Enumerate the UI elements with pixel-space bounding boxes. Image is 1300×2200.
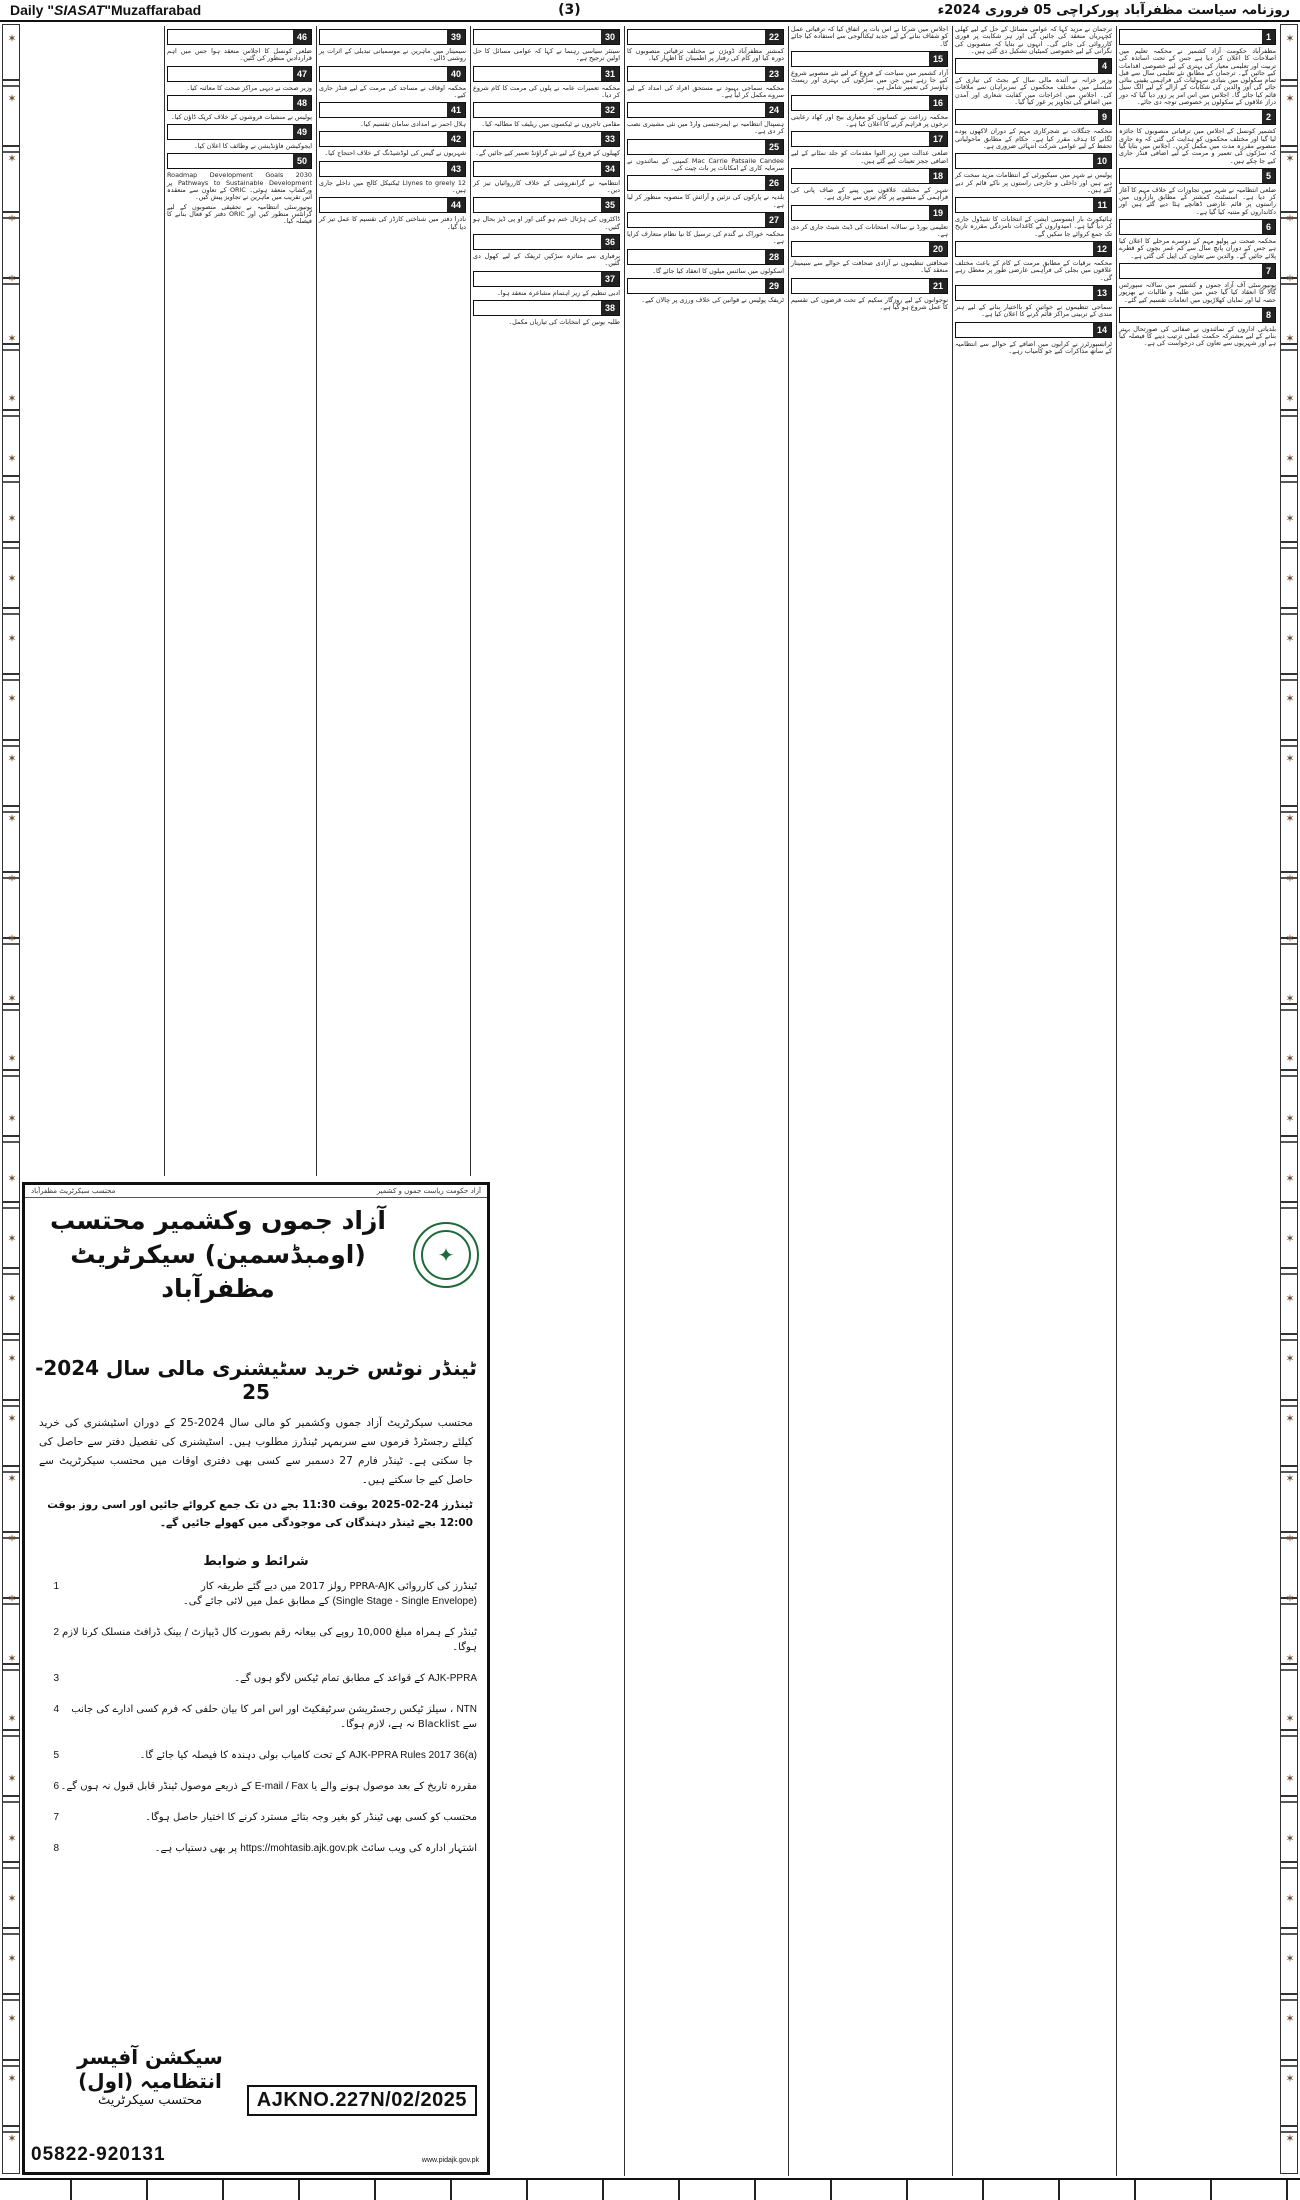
star-ornament-icon: ✶ xyxy=(7,1952,17,1965)
ad-subtitle: ٹینڈر نوٹس خرید سٹیشنری مالی سال 2024-25 xyxy=(35,1356,477,1404)
star-ornament-icon: ✶ xyxy=(1285,1412,1295,1425)
star-ornament-icon: ✶ xyxy=(7,2132,17,2145)
news-item-text: ٹرانسپورٹرز نے کرایوں میں اضافے کے حوالے سے انتظامیہ کے ساتھ مذاکرات کیے جو کامیاب رہے۔ xyxy=(955,339,1112,355)
condition-post: کے تحت کامیاب بولی دہندہ کا فیصلہ کیا جائے گا۔ xyxy=(139,1750,346,1761)
news-item-header xyxy=(1119,29,1276,45)
news-item-text: سینئر سیاسی رہنما نے کہا کہ عوامی مسائل کا حل اولین ترجیح ہے۔ xyxy=(473,47,620,63)
news-item-text: محکمہ صحت نے پولیو مہم کے دوسرے مرحلے کا اعلان کیا ہے جس کے دوران پانچ سال سے کم عمر بچوں کو قطرے پلائے جائیں گے۔ والدین سے تعاون کی اپیل کی گئی ہے۔ xyxy=(1119,237,1276,260)
news-item-text: صحافتی تنظیموں نے آزادی صحافت کے حوالے سے سیمینار منعقد کیا۔ xyxy=(791,259,948,275)
condition-pre: مقررہ تاریخ کے بعد موصول ہونے والے یا xyxy=(311,1781,477,1792)
news-item-number: 16 xyxy=(929,96,947,110)
news-item-text: شہریوں نے گیس کی لوڈشیڈنگ کے خلاف احتجاج کیا۔ xyxy=(324,149,466,158)
news-item-number: 17 xyxy=(929,132,947,146)
news-item-text: محکمہ برقیات کے مطابق مرمت کے کام کے باعث مختلف علاقوں میں بجلی کی فراہمی عارضی طور پر معطل رہے گی۔ xyxy=(955,259,1112,282)
news-item-header xyxy=(473,234,620,250)
condition-number: 5 xyxy=(53,1750,59,1761)
ad-title: آزاد جموں وکشمیر محتسب (اومبڈسمین) سیکرٹریٹ مظفرآباد xyxy=(50,1206,386,1303)
star-ornament-icon: ✶ xyxy=(7,512,17,525)
left-ornament-strip xyxy=(2,24,20,2174)
news-item-header xyxy=(473,66,620,82)
news-item-text: ادبی تنظیم کے زیر اہتمام مشاعرہ منعقد ہوا۔ xyxy=(496,288,620,297)
news-item-header xyxy=(791,168,948,184)
star-ornament-icon: ✶ xyxy=(7,1712,17,1725)
news-item-header xyxy=(627,249,784,265)
star-ornament-icon: ✶ xyxy=(1285,452,1295,465)
star-ornament-icon: ✶ xyxy=(1285,332,1295,345)
news-item-text: ترجمان نے مزید کہا کہ عوامی مسائل کے حل کے لیے کھلی کچہریاں منعقد کی جائیں گی اور ہر شکایت پر فوری کارروائی کی جائے گی۔ انہوں نے بتایا کہ منصوبوں کی نگرانی کے لیے خصوصی کمیٹیاں تشکیل دی گئی ہیں۔ xyxy=(955,26,1112,55)
star-ornament-icon: ✶ xyxy=(7,1232,17,1245)
condition-ltr: (Single Stage - Single Envelope) xyxy=(332,1596,477,1607)
news-item-header xyxy=(791,131,948,147)
star-ornament-icon: ✶ xyxy=(1285,2072,1295,2085)
ad-header xyxy=(25,1198,487,1312)
condition-number: 1 xyxy=(53,1581,59,1592)
news-item-header xyxy=(955,58,1112,74)
star-ornament-icon: ✶ xyxy=(7,1112,17,1125)
news-item-text: کمشنر مظفرآباد ڈویژن نے مختلف ترقیاتی منصوبوں کا دورہ کیا اور کام کی رفتار پر اطمینان کا اظہار کیا۔ xyxy=(627,47,784,63)
news-item-text: ضلعی کونسل کا اجلاس منعقد ہوا جس میں اہم قراردادیں منظور کی گئیں۔ xyxy=(167,47,312,63)
right-ornament-strip xyxy=(1280,24,1298,2174)
condition-ltr: NTN xyxy=(456,1704,477,1715)
news-item-number: 30 xyxy=(601,30,619,44)
news-item-header xyxy=(955,109,1112,125)
news-item-header xyxy=(473,300,620,316)
news-item-number: 26 xyxy=(765,176,783,190)
star-ornament-icon: ✶ xyxy=(7,632,17,645)
star-ornament-icon: ✶ xyxy=(7,1352,17,1365)
news-item-number: 18 xyxy=(929,169,947,183)
star-ornament-icon: ✶ xyxy=(1285,1952,1295,1965)
news-item-header xyxy=(791,241,948,257)
news-item-number: 31 xyxy=(601,67,619,81)
star-ornament-icon: ✶ xyxy=(1285,632,1295,645)
star-ornament-icon: ✶ xyxy=(7,812,17,825)
news-item-header xyxy=(473,161,620,177)
star-ornament-icon: ✶ xyxy=(7,272,17,285)
news-item-text: طلبہ یونین کے انتخابات کی تیاریاں مکمل۔ xyxy=(508,317,620,326)
news-item-text: پولیس نے منشیات فروشوں کے خلاف کریک ڈاؤن کیا۔ xyxy=(170,112,312,121)
conditions-title: شرائط و ضوابط xyxy=(203,1554,309,1569)
star-ornament-icon: ✶ xyxy=(7,1592,17,1605)
star-ornament-icon: ✶ xyxy=(1285,872,1295,885)
ad-deadline: ٹینڈرز 24-02-2025 بوقت 11:30 بجے دن تک جمع کروائے جائیں اور اسی روز بوقت 12:00 بجے ٹینڈر دہندگان کی موجودگی میں کھولے جائیں گے۔ xyxy=(47,1499,473,1529)
news-item-number: 1 xyxy=(1262,30,1275,44)
condition-text xyxy=(59,1748,477,1763)
ad-phone: 05822-920131 xyxy=(31,2144,166,2165)
condition-text xyxy=(59,1671,477,1686)
star-ornament-icon: ✶ xyxy=(1285,1292,1295,1305)
news-item-header xyxy=(791,51,948,67)
star-ornament-icon: ✶ xyxy=(7,572,17,585)
news-item-number: 15 xyxy=(929,52,947,66)
masthead-brand xyxy=(10,2,201,18)
news-item-number: 2 xyxy=(1262,110,1275,124)
news-item-text: ضلعی عدالت میں زیر التوا مقدمات کو جلد نمٹانے کے لیے اضافی ججز تعینات کیے گئے ہیں۔ xyxy=(791,149,948,165)
news-item-header xyxy=(319,29,466,45)
tender-advertisement xyxy=(22,1182,490,2175)
condition-number: 4 xyxy=(53,1704,59,1715)
news-item-number: 23 xyxy=(765,67,783,81)
news-item-text: ایجوکیشن فاؤنڈیشن نے وظائف کا اعلان کیا۔ xyxy=(193,142,312,151)
news-item-text: ہسپتال انتظامیہ نے ایمرجنسی وارڈ میں نئی مشینری نصب کر دی ہے۔ xyxy=(627,120,784,136)
news-item-number: 43 xyxy=(447,162,465,176)
condition-ltr: AJK-PPRA xyxy=(428,1673,477,1684)
news-item-number: 40 xyxy=(447,67,465,81)
news-item-text: محکمہ سماجی بہبود نے مستحق افراد کی امداد کے لیے سروے مکمل کر لیا ہے۔ xyxy=(627,83,784,99)
star-ornament-icon: ✶ xyxy=(1285,32,1295,45)
news-item-number: 34 xyxy=(601,162,619,176)
news-item-text: برفباری سے متاثرہ سڑکیں ٹریفک کے لیے کھول دی گئیں۔ xyxy=(473,251,620,268)
news-item-number: 4 xyxy=(1098,59,1111,73)
news-item-header xyxy=(627,278,784,294)
news-item-text: محکمہ اوقاف نے مساجد کی مرمت کے لیے فنڈز جاری کیے۔ xyxy=(319,83,466,99)
star-ornament-icon: ✶ xyxy=(7,692,17,705)
condition-number: 7 xyxy=(53,1812,59,1823)
news-item-text: مقامی تاجروں نے ٹیکسوں میں ریلیف کا مطالبہ کیا۔ xyxy=(481,120,620,129)
star-ornament-icon: ✶ xyxy=(7,92,17,105)
news-item-number: 42 xyxy=(447,132,465,146)
news-item-text: کشمیر کونسل کے اجلاس میں ترقیاتی منصوبوں کا جائزہ لیا گیا اور مختلف محکموں کو ہدایت کی گئی کہ وہ جاری منصوبے مقررہ مدت میں مکمل کریں۔ اجلاس میں بتایا گیا کہ سڑکوں کی تعمیر و مرمت کے لیے اضافی فنڈز جاری کیے جا چکے ہیں۔ xyxy=(1119,127,1276,165)
news-item-header xyxy=(955,153,1112,169)
star-ornament-icon: ✶ xyxy=(1285,1712,1295,1725)
news-item-number: 44 xyxy=(447,198,465,212)
news-item-text: یونیورسٹی آف آزاد جموں و کشمیر میں سالانہ سپورٹس گالا کا انعقاد کیا گیا جس میں طلبہ و طالبات نے بھرپور حصہ لیا اور نمایاں کھلاڑیوں میں انعامات تقسیم کیے گئے۔ xyxy=(1119,280,1276,304)
star-ornament-icon: ✶ xyxy=(7,32,17,45)
star-ornament-icon: ✶ xyxy=(1285,1832,1295,1845)
star-ornament-icon: ✶ xyxy=(1285,1232,1295,1245)
news-item-number: 39 xyxy=(447,30,465,44)
news-item-header xyxy=(627,102,784,118)
news-item-text: مظفرآباد حکومت آزاد کشمیر نے محکمہ تعلیم میں اصلاحات کا اعلان کر دیا ہے جس کے تحت اساتذہ کی تربیت اور تعلیمی معیار کی بہتری کے لیے خصوصی اقدامات کیے جائیں گے۔ ترجمان کے مطابق نئے تعلیمی سال سے قبل تمام سکولوں میں بنیادی سہولیات کی فراہمی یقینی بنائی جائے گی اور والدین کی شکایات کے ازالے کے لیے الگ سیل قائم کیا جائے گا۔ اجلاس میں اس امر پر زور دیا گیا کہ دور دراز علاقوں کے سکولوں پر خصوصی توجہ دی جائے۔ xyxy=(1119,47,1276,107)
news-item-text: ہلال احمر نے امدادی سامان تقسیم کیا۔ xyxy=(360,120,466,129)
news-item-text: انتظامیہ نے گرانفروشی کے خلاف کارروائیاں تیز کر دیں۔ xyxy=(473,178,620,195)
news-item-header xyxy=(1119,219,1276,235)
condition-text xyxy=(59,1625,477,1655)
news-item-number: 33 xyxy=(601,132,619,146)
news-item-header xyxy=(1119,109,1276,125)
star-ornament-icon: ✶ xyxy=(1285,1652,1295,1665)
star-ornament-icon: ✶ xyxy=(7,1292,17,1305)
star-ornament-icon: ✶ xyxy=(1285,212,1295,225)
ad-top-right: آزاد حکومت ریاست جموں و کشمیر xyxy=(376,1187,481,1195)
star-ornament-icon: ✶ xyxy=(7,152,17,165)
news-item-text: ٹریفک پولیس نے قوانین کی خلاف ورزی پر چالان کیے۔ xyxy=(641,295,784,304)
star-ornament-icon: ✶ xyxy=(1285,992,1295,1005)
condition-text xyxy=(59,1841,477,1856)
ref-number: AJKNO.227N/02/2025 xyxy=(247,2085,477,2116)
star-ornament-icon: ✶ xyxy=(7,1172,17,1185)
brand-prefix: Daily " xyxy=(10,2,54,18)
condition-item xyxy=(25,1748,487,1763)
signature-line-2: محتسب سیکرٹریٹ xyxy=(97,2093,203,2108)
star-ornament-icon: ✶ xyxy=(7,1472,17,1485)
masthead xyxy=(0,0,1300,22)
star-ornament-icon: ✶ xyxy=(7,2012,17,2025)
news-item-number: 24 xyxy=(765,103,783,117)
news-item-number: 7 xyxy=(1262,264,1275,278)
condition-number: 3 xyxy=(53,1673,59,1684)
news-item-header xyxy=(473,29,620,45)
news-item-text: Roadmap Development Goals 2030 Pathways to Sustainable Development پر ورکشاپ منعقد ہوئی۔ ORIC کے تعاون سے منعقدہ اس تقریب میں ماہرین نے تجاویز پیش کیں۔ xyxy=(167,171,312,202)
news-item-number: 25 xyxy=(765,140,783,154)
news-item-text: محکمہ خوراک نے گندم کی ترسیل کا نیا نظام متعارف کرایا ہے۔ xyxy=(627,229,784,246)
condition-pre: محتسب کو کسی بھی ٹینڈر کو بغیر وجہ بتائے مسترد کرنے کا اختیار حاصل ہوگا۔ xyxy=(145,1812,477,1823)
news-item-number: 49 xyxy=(293,125,311,139)
news-item-number: 36 xyxy=(601,235,619,249)
star-ornament-icon: ✶ xyxy=(7,1532,17,1545)
news-item-header xyxy=(627,66,784,82)
star-ornament-icon: ✶ xyxy=(7,392,17,405)
news-item-number: 22 xyxy=(765,30,783,44)
news-column-5 xyxy=(470,26,622,1176)
news-item-header xyxy=(319,131,466,147)
star-ornament-icon: ✶ xyxy=(1285,692,1295,705)
star-ornament-icon: ✶ xyxy=(7,872,17,885)
news-item-number: 14 xyxy=(1093,323,1111,337)
news-item-text: وزیر صحت نے دیہی مراکز صحت کا معائنہ کیا۔ xyxy=(186,83,312,92)
news-item-text: ہائیکورٹ بار ایسوسی ایشن کے انتخابات کا شیڈول جاری کر دیا گیا ہے۔ امیدواروں کے کاغذات نامزدگی مقررہ تاریخ تک جمع کروائے جا سکیں گے۔ xyxy=(955,215,1112,238)
news-item-text: اسکولوں میں سائنس میلوں کا انعقاد کیا جائے گا۔ xyxy=(652,266,784,275)
star-ornament-icon: ✶ xyxy=(1285,92,1295,105)
star-ornament-icon: ✶ xyxy=(7,1412,17,1425)
star-ornament-icon: ✶ xyxy=(1285,1892,1295,1905)
news-item-text: تعلیمی بورڈ نے سالانہ امتحانات کی ڈیٹ شیٹ جاری کر دی ہے۔ xyxy=(791,222,948,238)
pid-credit: www.pidajk.gov.pk xyxy=(421,2157,479,2164)
news-item-header xyxy=(791,205,948,221)
news-item-header xyxy=(627,29,784,45)
star-ornament-icon: ✶ xyxy=(1285,1592,1295,1605)
condition-ltr[interactable]: https://mohtasib.ajk.gov.pk xyxy=(240,1843,358,1854)
condition-ltr: E-mail / Fax xyxy=(254,1781,309,1792)
star-ornament-icon: ✶ xyxy=(7,992,17,1005)
condition-pre: اشتہار ادارہ کی ویب سائٹ xyxy=(361,1843,477,1854)
ad-top-line xyxy=(25,1185,487,1198)
news-item-header xyxy=(955,322,1112,338)
news-item-number: 11 xyxy=(1093,198,1111,212)
news-item-number: 8 xyxy=(1262,308,1275,322)
news-item-header xyxy=(1119,263,1276,279)
condition-post: پر بھی دستیاب ہے۔ xyxy=(154,1843,238,1854)
news-item-text: وزیر خزانہ نے آئندہ مالی سال کے بجٹ کی تیاری کے سلسلے میں مختلف محکموں کے سربراہان سے ملاقات کی۔ اجلاس میں اخراجات میں کفایت شعاری اور آمدن میں اضافے کی تجاویز پر غور کیا گیا۔ xyxy=(955,76,1112,107)
ad-top-left: محتسب سیکرٹریٹ مظفرآباد xyxy=(31,1187,116,1195)
news-item-header xyxy=(1119,168,1276,184)
news-item-header xyxy=(627,139,784,155)
news-item-text: آزاد کشمیر میں سیاحت کے فروغ کے لیے نئے منصوبے شروع کیے جا رہے ہیں جن میں سڑکوں کی بہتری اور ریسٹ ہاؤسز کی تعمیر شامل ہے۔ xyxy=(791,68,948,92)
condition-item xyxy=(25,1579,487,1609)
star-ornament-icon: ✶ xyxy=(1285,932,1295,945)
news-item-header xyxy=(955,197,1112,213)
news-item-header xyxy=(319,197,466,213)
condition-text xyxy=(59,1702,477,1732)
news-item-header xyxy=(167,95,312,111)
news-item-header xyxy=(319,161,466,177)
news-item-text: نادرا دفتر میں شناختی کارڈز کی تقسیم کا عمل تیز کر دیا گیا۔ xyxy=(319,215,466,231)
star-ornament-icon: ✶ xyxy=(1285,1352,1295,1365)
news-item-header xyxy=(791,95,948,111)
news-item-number: 20 xyxy=(929,242,947,256)
news-item-number: 37 xyxy=(601,272,619,286)
news-item-text: محکمہ تعمیرات عامہ نے پلوں کی مرمت کا کام شروع کر دیا۔ xyxy=(473,83,620,99)
news-column-1 xyxy=(1116,26,1278,2176)
news-item-text: سیمینار میں ماہرین نے موسمیاتی تبدیلی کے اثرات پر روشنی ڈالی۔ xyxy=(319,47,466,63)
news-item-number: 21 xyxy=(929,279,947,293)
condition-pre: ٹینڈر کے ہمراہ مبلغ 10,000 روپے کی بیعانہ رقم بصورت کال ڈیپازٹ / بینک ڈرافٹ منسلک کرنا لازم ہوگا۔ xyxy=(61,1627,477,1653)
news-item-header xyxy=(955,241,1112,257)
news-item-text: شہر کے مختلف علاقوں میں پینے کے صاف پانی کی فراہمی کے منصوبے پر کام تیزی سے جاری ہے۔ xyxy=(791,185,948,202)
news-column-7 xyxy=(164,26,314,1176)
condition-number: 6 xyxy=(53,1781,59,1792)
news-item-header xyxy=(627,212,784,228)
star-ornament-icon: ✶ xyxy=(7,752,17,765)
news-item-number: 50 xyxy=(293,154,311,168)
star-ornament-icon: ✶ xyxy=(7,1052,17,1065)
star-ornament-icon: ✶ xyxy=(1285,812,1295,825)
news-item-header xyxy=(1119,307,1276,323)
news-item-text: نوجوانوں کے لیے روزگار سکیم کے تحت قرضوں کی تقسیم کا عمل شروع ہو گیا ہے۔ xyxy=(791,295,948,312)
star-ornament-icon: ✶ xyxy=(1285,512,1295,525)
news-item-text: محکمہ جنگلات نے شجرکاری مہم کے دوران لاکھوں پودے لگانے کا ہدف مقرر کیا ہے۔ حکام کے مطابق ماحولیاتی تحفظ کے لیے عوامی شرکت انتہائی ضروری ہے۔ xyxy=(955,127,1112,150)
star-ornament-icon: ✶ xyxy=(1285,2012,1295,2025)
news-item-header xyxy=(473,102,620,118)
star-ornament-icon: ✶ xyxy=(1285,392,1295,405)
ad-body: محتسب سیکرٹریٹ آزاد جموں وکشمیر کو مالی سال 2024-25 کے دوران اسٹیشنری کی خرید کیلئے رجسٹرڈ فرموں سے سربمہر ٹینڈرز مطلوب ہیں۔ اسٹیشنری کی تفصیل دفتر سے حاصل کی جا سکتی ہے۔ ٹینڈر فارم 27 دسمبر سے کسی بھی دفتری اوقات میں محتسب سیکرٹریٹ سے حاصل کیے جا سکتے ہیں۔ xyxy=(39,1417,474,1486)
star-ornament-icon: ✶ xyxy=(7,1832,17,1845)
news-item-text: سماجی تنظیموں نے خواتین کو بااختیار بنانے کے لیے ہنر مندی کے تربیتی مراکز قائم کرنے کا اعلان کیا ہے۔ xyxy=(955,302,1112,319)
condition-ltr: AJK-PPRA Rules 2017 36(a) xyxy=(349,1750,477,1761)
star-ornament-icon: ✶ xyxy=(7,1772,17,1785)
news-item-header xyxy=(955,285,1112,301)
star-ornament-icon: ✶ xyxy=(7,452,17,465)
news-item-header xyxy=(167,124,312,140)
condition-number: 2 xyxy=(53,1627,59,1638)
star-ornament-icon: ✶ xyxy=(1285,1772,1295,1785)
news-item-number: 47 xyxy=(293,67,311,81)
news-item-text: Mac Carrie Patsaile Candee کمپنی کے نمائندوں نے سرمایہ کاری کے امکانات پر بات چیت کی۔ xyxy=(627,156,784,173)
star-ornament-icon: ✶ xyxy=(1285,1532,1295,1545)
brand-city: "Muzaffarabad xyxy=(104,2,202,18)
news-item-text: پولیس نے شہر میں سیکیورٹی کے انتظامات مزید سخت کر دیے ہیں اور داخلی و خارجی راستوں پر ناکے قائم کر دیے گئے ہیں۔ xyxy=(955,171,1112,194)
news-item-text: کھیلوں کے فروغ کے لیے نئے گراؤنڈ تعمیر کیے جائیں گے۔ xyxy=(475,149,620,158)
star-ornament-icon: ✶ xyxy=(7,212,17,225)
condition-post: کے مطابق عمل میں لائی جائے گی۔ xyxy=(182,1596,330,1607)
news-item-text: بلدیہ نے پارکوں کی تزئین و آرائش کا منصوبہ منظور کر لیا ہے۔ xyxy=(627,193,784,209)
news-item-number: 19 xyxy=(929,206,947,220)
news-item-header xyxy=(319,66,466,82)
star-ornament-icon: ✶ xyxy=(7,1892,17,1905)
news-item-header xyxy=(473,197,620,213)
news-item-header xyxy=(167,29,312,45)
condition-number: 8 xyxy=(53,1843,59,1854)
news-item-number: 32 xyxy=(601,103,619,117)
news-item-header xyxy=(473,271,620,287)
condition-item xyxy=(25,1671,487,1686)
news-item-number: 28 xyxy=(765,250,783,264)
ajk-emblem-icon: ✦ xyxy=(413,1222,479,1288)
news-item-number: 38 xyxy=(601,301,619,315)
star-ornament-icon: ✶ xyxy=(1285,272,1295,285)
signature-line-1: سیکشن آفیسر انتظامیہ (اول) xyxy=(77,2045,223,2093)
condition-item xyxy=(25,1841,487,1856)
news-item-header xyxy=(167,153,312,169)
news-item-text: بلدیاتی اداروں کے نمائندوں نے صفائی کی صورتحال بہتر بنانے کے لیے مشترکہ حکمت عملی ترتیب دینے کا فیصلہ کیا ہے اور شہریوں سے تعاون کی درخواست کی ہے۔ xyxy=(1119,324,1276,348)
star-ornament-icon: ✶ xyxy=(1285,1112,1295,1125)
news-column-6 xyxy=(316,26,468,1176)
news-item-number: 48 xyxy=(293,96,311,110)
news-column-2 xyxy=(952,26,1114,2176)
news-item-number: 46 xyxy=(293,30,311,44)
condition-post: کے ذریعے موصول ٹینڈر قابل قبول نہ ہوں گے۔ xyxy=(60,1781,252,1792)
condition-item xyxy=(25,1625,487,1655)
news-column-3 xyxy=(788,26,950,2176)
star-ornament-icon: ✶ xyxy=(7,332,17,345)
news-item-header xyxy=(627,175,784,191)
star-ornament-icon: ✶ xyxy=(1285,1172,1295,1185)
news-column-4 xyxy=(624,26,786,2176)
news-item-header xyxy=(791,278,948,294)
conditions-list xyxy=(25,1579,487,1856)
star-ornament-icon: ✶ xyxy=(7,2072,17,2085)
news-item-number: 13 xyxy=(1093,286,1111,300)
news-item-header xyxy=(473,131,620,147)
condition-item xyxy=(25,1810,487,1825)
condition-pre: ٹینڈرز کی کارروائی PPRA-AJK رولز 2017 میں دیے گئے طریقہ کار xyxy=(200,1581,477,1592)
condition-post: کے قواعد کے مطابق تمام ٹیکس لاگو ہوں گے۔ xyxy=(234,1673,425,1684)
news-item-number: 27 xyxy=(765,213,783,227)
news-item-number: 5 xyxy=(1262,169,1275,183)
star-ornament-icon: ✶ xyxy=(1285,1472,1295,1485)
condition-post: ، سیلز ٹیکس رجسٹریشن سرٹیفکیٹ اور اس امر کا بیان حلفی کہ فرم کسی ادارے کی جانب سے Blacklist نہ ہے، لازم ہوگا۔ xyxy=(71,1704,477,1730)
star-ornament-icon: ✶ xyxy=(1285,2132,1295,2145)
star-ornament-icon: ✶ xyxy=(1285,752,1295,765)
news-item-header xyxy=(167,66,312,82)
news-item-text: یونیورسٹی انتظامیہ نے تحقیقی منصوبوں کے لیے گرانٹس منظور کیں اور ORIC دفتر کو فعال بنانے کا فیصلہ کیا۔ xyxy=(167,202,312,226)
news-item-text: محکمہ زراعت نے کسانوں کو معیاری بیج اور کھاد رعایتی نرخوں پر فراہم کرنے کا اعلان کیا ہے۔ xyxy=(791,112,948,129)
page-number: (3) xyxy=(558,2,581,18)
star-ornament-icon: ✶ xyxy=(7,932,17,945)
condition-item xyxy=(25,1702,487,1732)
condition-text xyxy=(59,1579,477,1609)
star-ornament-icon: ✶ xyxy=(1285,1052,1295,1065)
news-item-number: 35 xyxy=(601,198,619,212)
star-ornament-icon: ✶ xyxy=(1285,152,1295,165)
news-item-number: 10 xyxy=(1093,154,1111,168)
star-ornament-icon: ✶ xyxy=(1285,572,1295,585)
news-item-text: 12 Llynes to greely ٹیکنیکل کالج میں داخلے جاری ہیں۔ xyxy=(319,178,466,195)
news-item-number: 41 xyxy=(447,103,465,117)
condition-item xyxy=(25,1779,487,1794)
signature-block xyxy=(45,2045,255,2108)
condition-text xyxy=(59,1779,477,1794)
footer-ornament xyxy=(0,2178,1300,2200)
brand-name: SIASAT xyxy=(54,2,105,18)
news-item-text: ضلعی انتظامیہ نے شہر میں تجاوزات کے خلاف مہم کا آغاز کر دیا ہے۔ اسسٹنٹ کمشنر کے مطابق بازاروں میں راستوں پر قائم عارضی ڈھانچے ہٹا دیے گئے ہیں اور دکانداروں کو متنبہ کیا گیا ہے۔ xyxy=(1119,185,1276,216)
news-item-text: ڈاکٹروں کی ہڑتال ختم ہو گئی اور او پی ڈیز بحال ہو گئیں۔ xyxy=(473,215,620,231)
condition-text xyxy=(59,1810,477,1825)
news-item-number: 12 xyxy=(1093,242,1111,256)
masthead-dateline: روزنامہ سیاست مظفرآباد پورکراچی 05 فروری 2024ء xyxy=(937,2,1290,18)
news-item-text: اجلاس میں شرکا نے اس بات پر اتفاق کیا کہ ترقیاتی عمل کو شفاف بنانے کے لیے جدید ٹیکنالوجی سے استفادہ کیا جائے گا۔ xyxy=(791,26,948,48)
news-item-header xyxy=(319,102,466,118)
star-ornament-icon: ✶ xyxy=(7,1652,17,1665)
news-item-number: 6 xyxy=(1262,220,1275,234)
news-item-number: 29 xyxy=(765,279,783,293)
news-item-number: 9 xyxy=(1098,110,1111,124)
